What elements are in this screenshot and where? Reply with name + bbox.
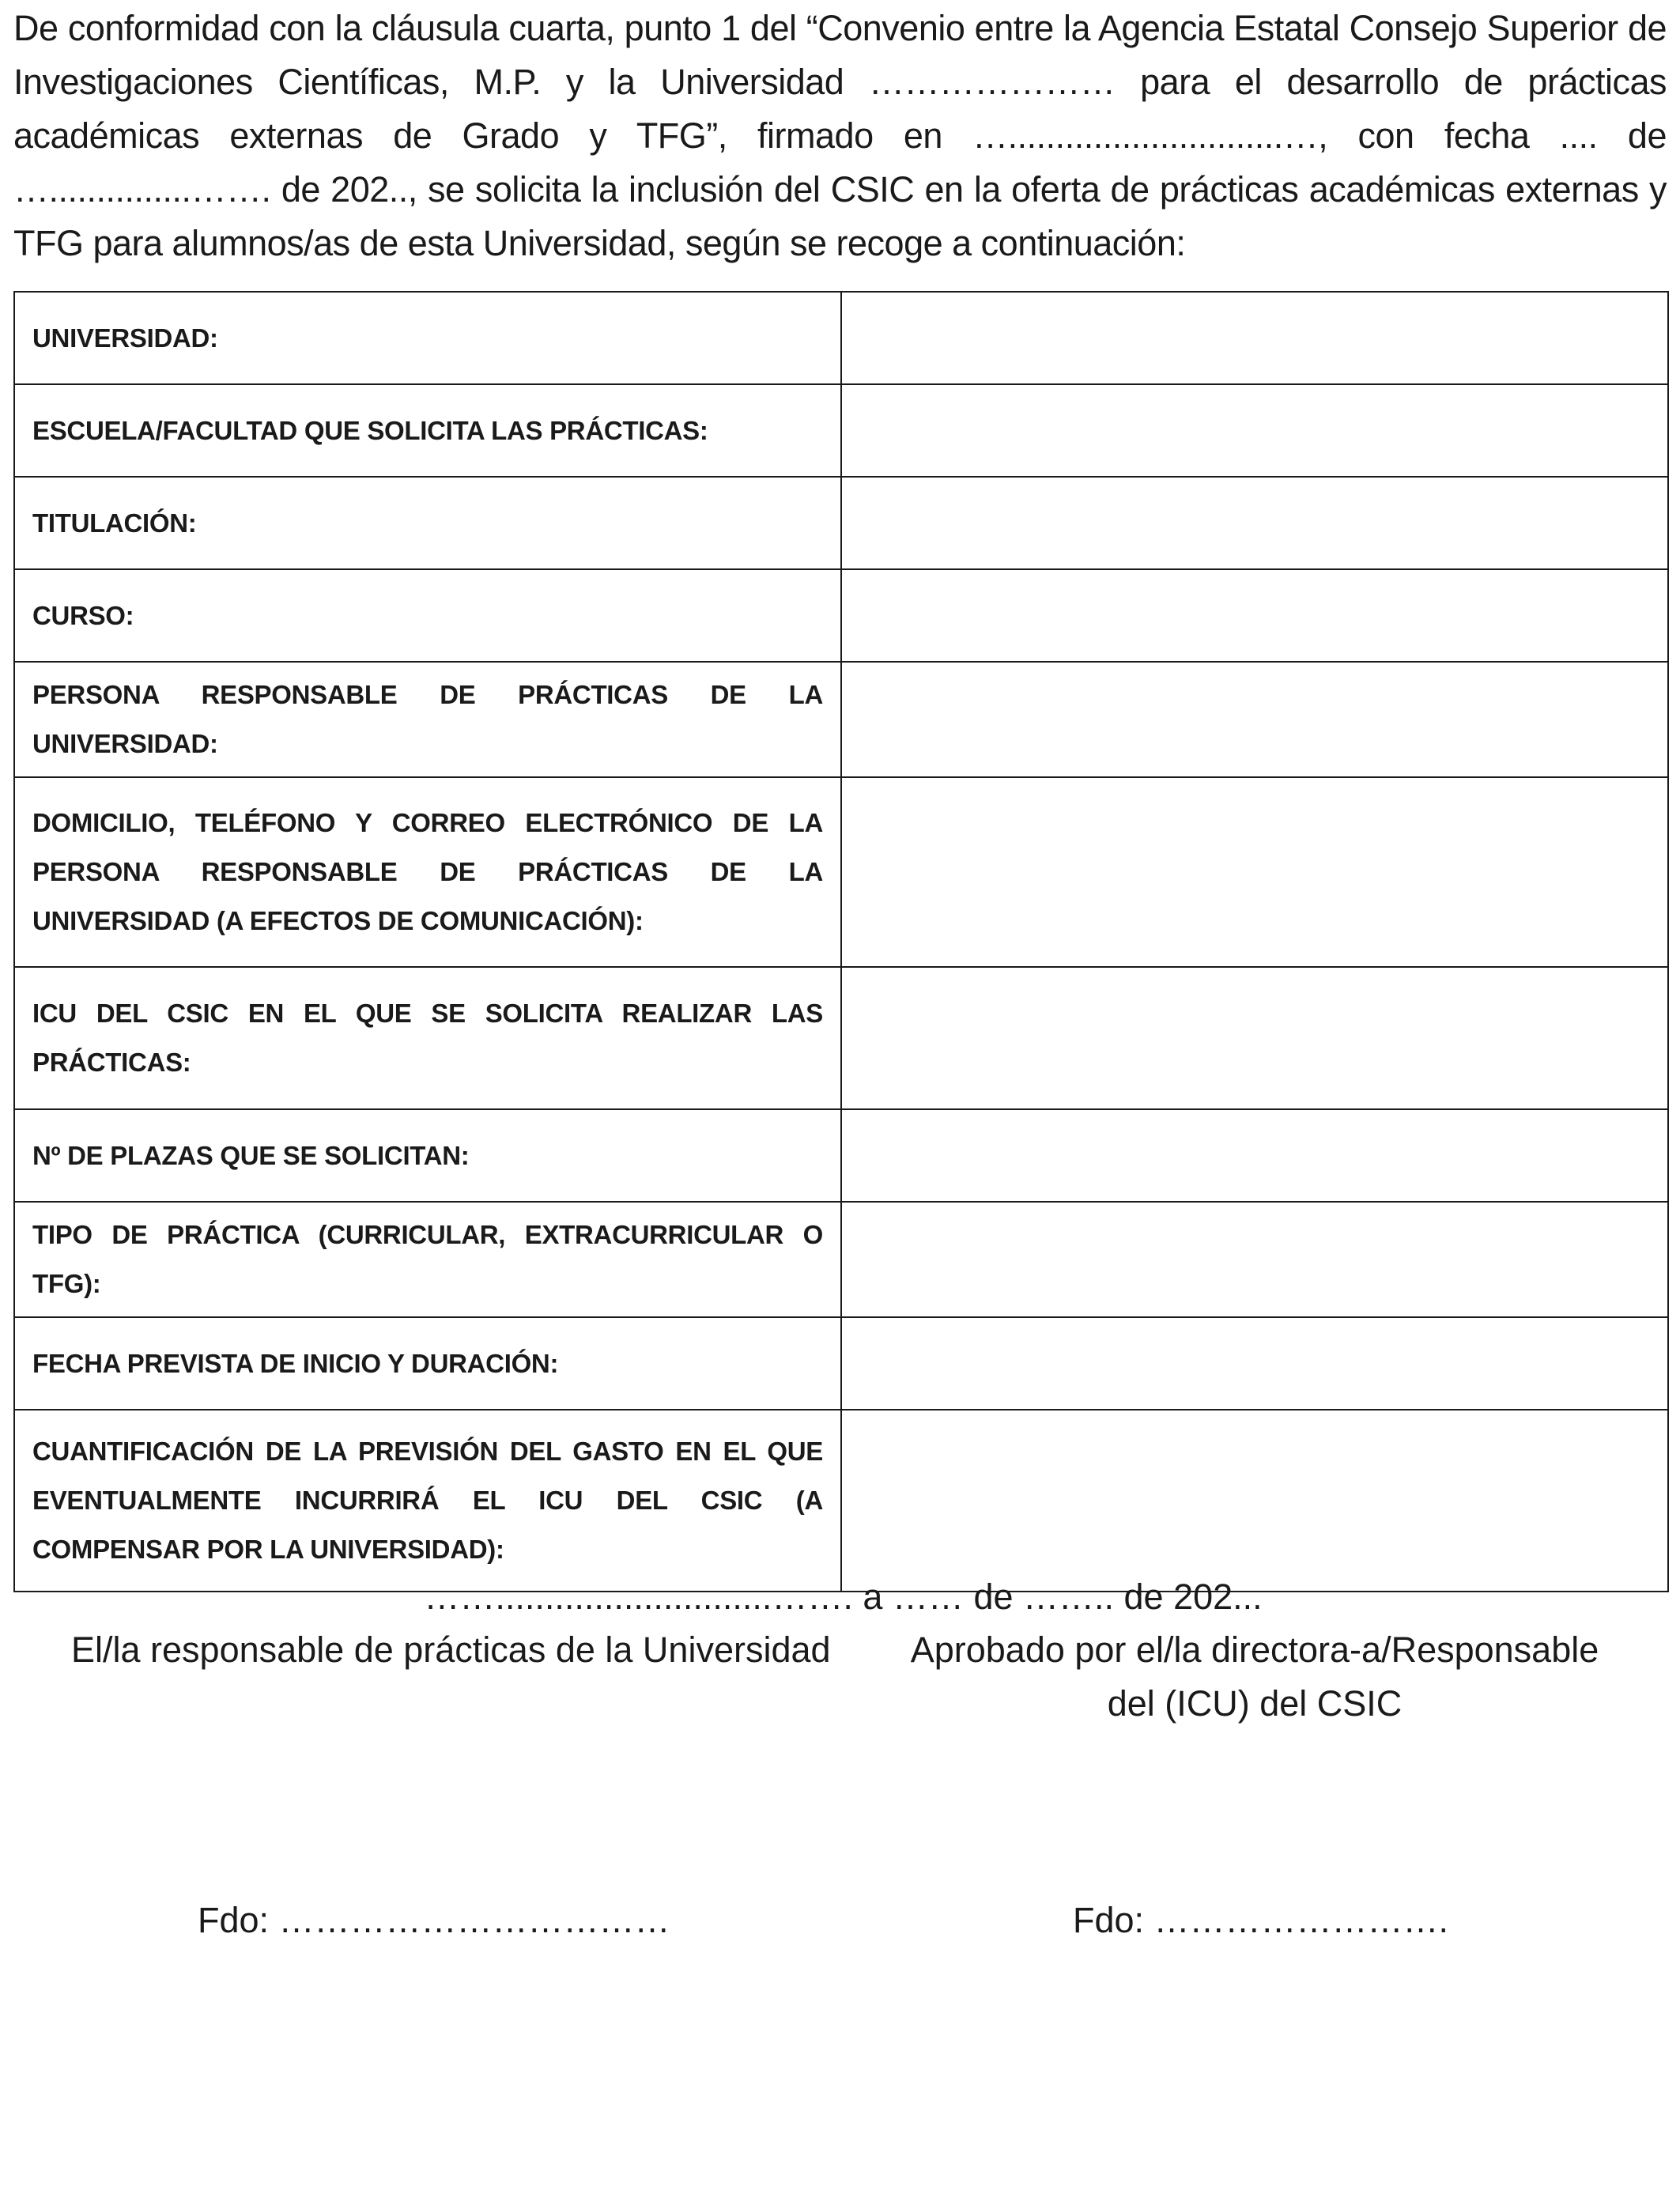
- field-label-domicilio-contacto: DOMICILIO, TELÉFONO Y CORREO ELECTRÓNICO DE LA PERSONA RESPONSABLE DE PRÁCTICAS DE LA UNIVERSIDAD (A EFECTOS DE COMUNICACIÓN):: [14, 777, 841, 967]
- table-row: [14, 384, 1668, 477]
- request-form-table: [13, 291, 1669, 1592]
- field-label-curso: CURSO:: [14, 569, 841, 662]
- field-value-numero-plazas[interactable]: [841, 1109, 1668, 1202]
- field-value-cuantificacion-gasto[interactable]: [841, 1410, 1668, 1592]
- field-value-fecha-duracion[interactable]: [841, 1317, 1668, 1410]
- table-row: [14, 967, 1668, 1109]
- field-label-titulacion: TITULACIÓN:: [14, 477, 841, 569]
- table-row: [14, 292, 1668, 384]
- csic-signature-line: Fdo: …………………….: [1073, 1900, 1449, 1940]
- field-value-icu-csic[interactable]: [841, 967, 1668, 1109]
- table-row: [14, 1109, 1668, 1202]
- field-label-persona-responsable: PERSONA RESPONSABLE DE PRÁCTICAS DE LA UNIVERSIDAD:: [14, 662, 841, 777]
- csic-signer-title: Aprobado por el/la directora-a/Responsable del (ICU) del CSIC: [910, 1629, 1599, 1724]
- field-value-curso[interactable]: [841, 569, 1668, 662]
- field-label-numero-plazas: Nº DE PLAZAS QUE SE SOLICITAN:: [14, 1109, 841, 1202]
- field-value-persona-responsable[interactable]: [841, 662, 1668, 777]
- field-label-escuela-facultad: ESCUELA/FACULTAD QUE SOLICITA LAS PRÁCTICAS:: [14, 384, 841, 477]
- field-value-escuela-facultad[interactable]: [841, 384, 1668, 477]
- table-row: [14, 1317, 1668, 1410]
- field-value-titulacion[interactable]: [841, 477, 1668, 569]
- field-value-tipo-practica[interactable]: [841, 1202, 1668, 1317]
- table-row: [14, 477, 1668, 569]
- field-label-universidad: UNIVERSIDAD:: [14, 292, 841, 384]
- table-row: [14, 1410, 1668, 1592]
- table-row: [14, 777, 1668, 967]
- university-signature-line: Fdo: ……………………………: [198, 1900, 670, 1940]
- field-value-universidad[interactable]: [841, 292, 1668, 384]
- table-row: [14, 569, 1668, 662]
- field-value-domicilio-contacto[interactable]: [841, 777, 1668, 967]
- field-label-icu-csic: ICU DEL CSIC EN EL QUE SE SOLICITA REALIZAR LAS PRÁCTICAS:: [14, 967, 841, 1109]
- field-label-fecha-duracion: FECHA PREVISTA DE INICIO Y DURACIÓN:: [14, 1317, 841, 1410]
- place-date-line: ……............................……. a …… de …….. de 202...: [424, 1577, 1263, 1617]
- field-label-cuantificacion-gasto: CUANTIFICACIÓN DE LA PREVISIÓN DEL GASTO EN EL QUE EVENTUALMENTE INCURRIRÁ EL ICU DEL CSIC (A COMPENSAR POR LA UNIVERSIDAD):: [14, 1410, 841, 1592]
- field-label-tipo-practica: TIPO DE PRÁCTICA (CURRICULAR, EXTRACURRICULAR O TFG):: [14, 1202, 841, 1317]
- university-signer-title: El/la responsable de prácticas de la Universidad: [71, 1629, 831, 1670]
- table-row: [14, 1202, 1668, 1317]
- table-row: [14, 662, 1668, 777]
- intro-paragraph: De conformidad con la cláusula cuarta, punto 1 del “Convenio entre la Agencia Estatal Consejo Superior de Investigaciones Científicas, M.P. y la Universidad ………………… para el desarrollo de prácticas académicas externas de Grado y TFG”, firmado en ….............................…, con fecha .... de …...............……. de 202.., se solicita la inclusión del CSIC en la oferta de prácticas académicas externas y TFG para alumnos/as de esta Universidad, según se recoge a continuación:: [13, 8, 1667, 263]
